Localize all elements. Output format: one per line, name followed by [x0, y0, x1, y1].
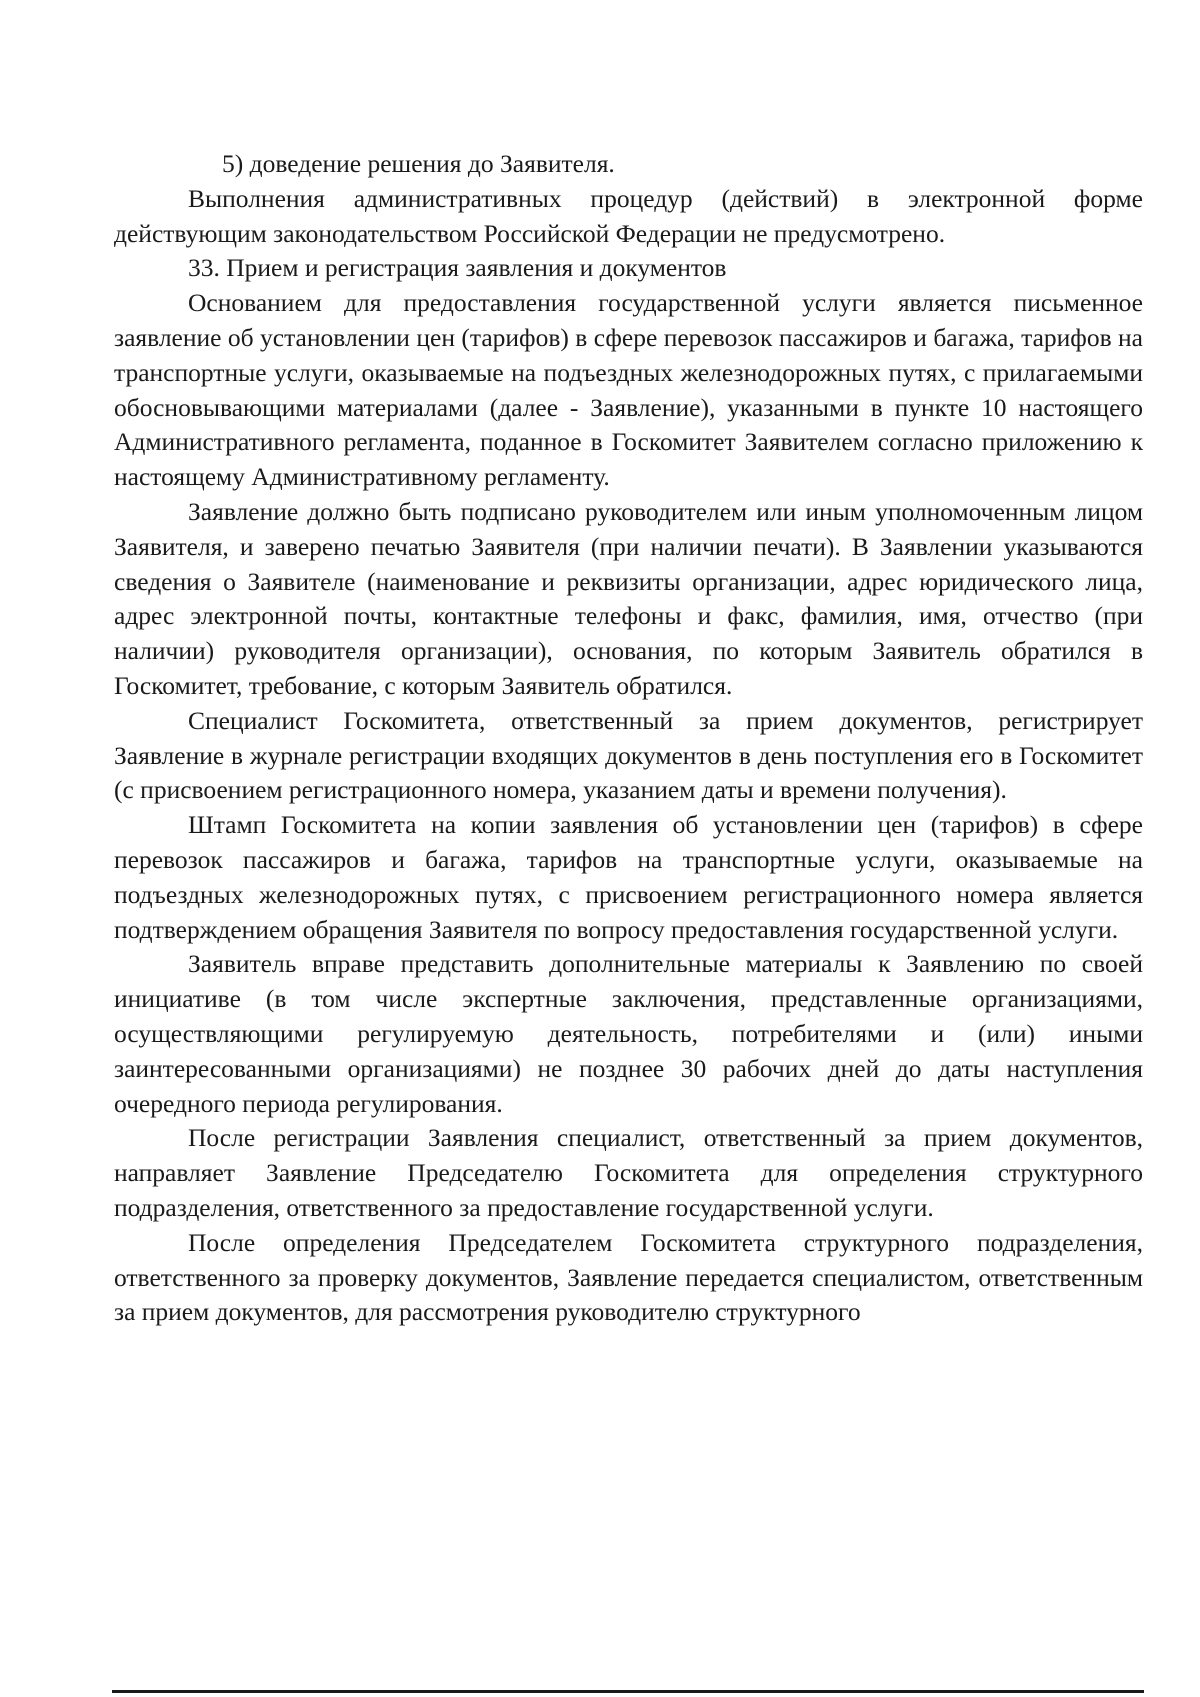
paragraph-basis: Основанием для предоставления государственной услуги является письменное заявление об установлении цен (тарифов) в сфере перевозок пассажиров и багажа, тарифов на транспортные услуги, оказываемые на подъездных железнодорожных путях, с прилагаемыми обосновывающими материалами (далее - Заявление), указанными в пункте 10 настоящего Административного регламента, поданное в Госкомитет Заявителем согласно приложению к настоящему Административному регламенту.	[114, 288, 1143, 492]
section-heading-33: 33. Прием и регистрация заявления и документов	[188, 253, 727, 283]
footer-divider	[112, 1690, 1144, 1693]
paragraph-after-registration: После регистрации Заявления специалист, ответственный за прием документов, направляет Заявление Председателю Госкомитета для определения структурного подразделения, ответственного за предоставление государственной услуги.	[114, 1123, 1143, 1222]
paragraph-electronic-form: Выполнения административных процедур (действий) в электронной форме действующим законодательством Российской Федерации не предусмотрено.	[114, 183, 1143, 248]
paragraph-after-determination: После определения Председателем Госкомитета структурного подразделения, ответственного за проверку документов, Заявление передается специалистом, ответственным за прием документов, для рассмотрения руководителю структурного	[114, 1227, 1143, 1327]
list-item-5: 5) доведение решения до Заявителя.	[222, 149, 615, 178]
paragraph-stamp: Штамп Госкомитета на копии заявления об установлении цен (тарифов) в сфере перевозок пассажиров и багажа, тарифов на транспортные услуги, оказываемые на подъездных железнодорожных путях, с присвоением регистрационного номера является подтверждением обращения Заявителя по вопросу предоставления государственной услуги.	[114, 810, 1143, 944]
document-body	[114, 147, 1143, 1330]
paragraph-signature: Заявление должно быть подписано руководителем или иным уполномоченным лицом Заявителя, и заверено печатью Заявителя (при наличии печати). В Заявлении указываются сведения о Заявителе (наименование и реквизиты организации, адрес юридического лица, адрес электронной почты, контактные телефоны и факс, фамилия, имя, отчество (при наличии) руководителя организации), основания, по которым Заявитель обратился в Госкомитет, требование, с которым Заявитель обратился.	[114, 496, 1143, 700]
paragraph-registration: Специалист Госкомитета, ответственный за прием документов, регистрирует Заявление в журнале регистрации входящих документов в день поступления его в Госкомитет (с присвоением регистрационного номера, указанием даты и времени получения).	[114, 705, 1143, 805]
paragraph-additional-materials: Заявитель вправе представить дополнительные материалы к Заявлению по своей инициативе (в том числе экспертные заключения, представленные организациями, осуществляющими регулируемую деятельность, потребителями и (или) иными заинтересованными организациями) не позднее 30 рабочих дней до даты наступления очередного периода регулирования.	[114, 949, 1143, 1118]
